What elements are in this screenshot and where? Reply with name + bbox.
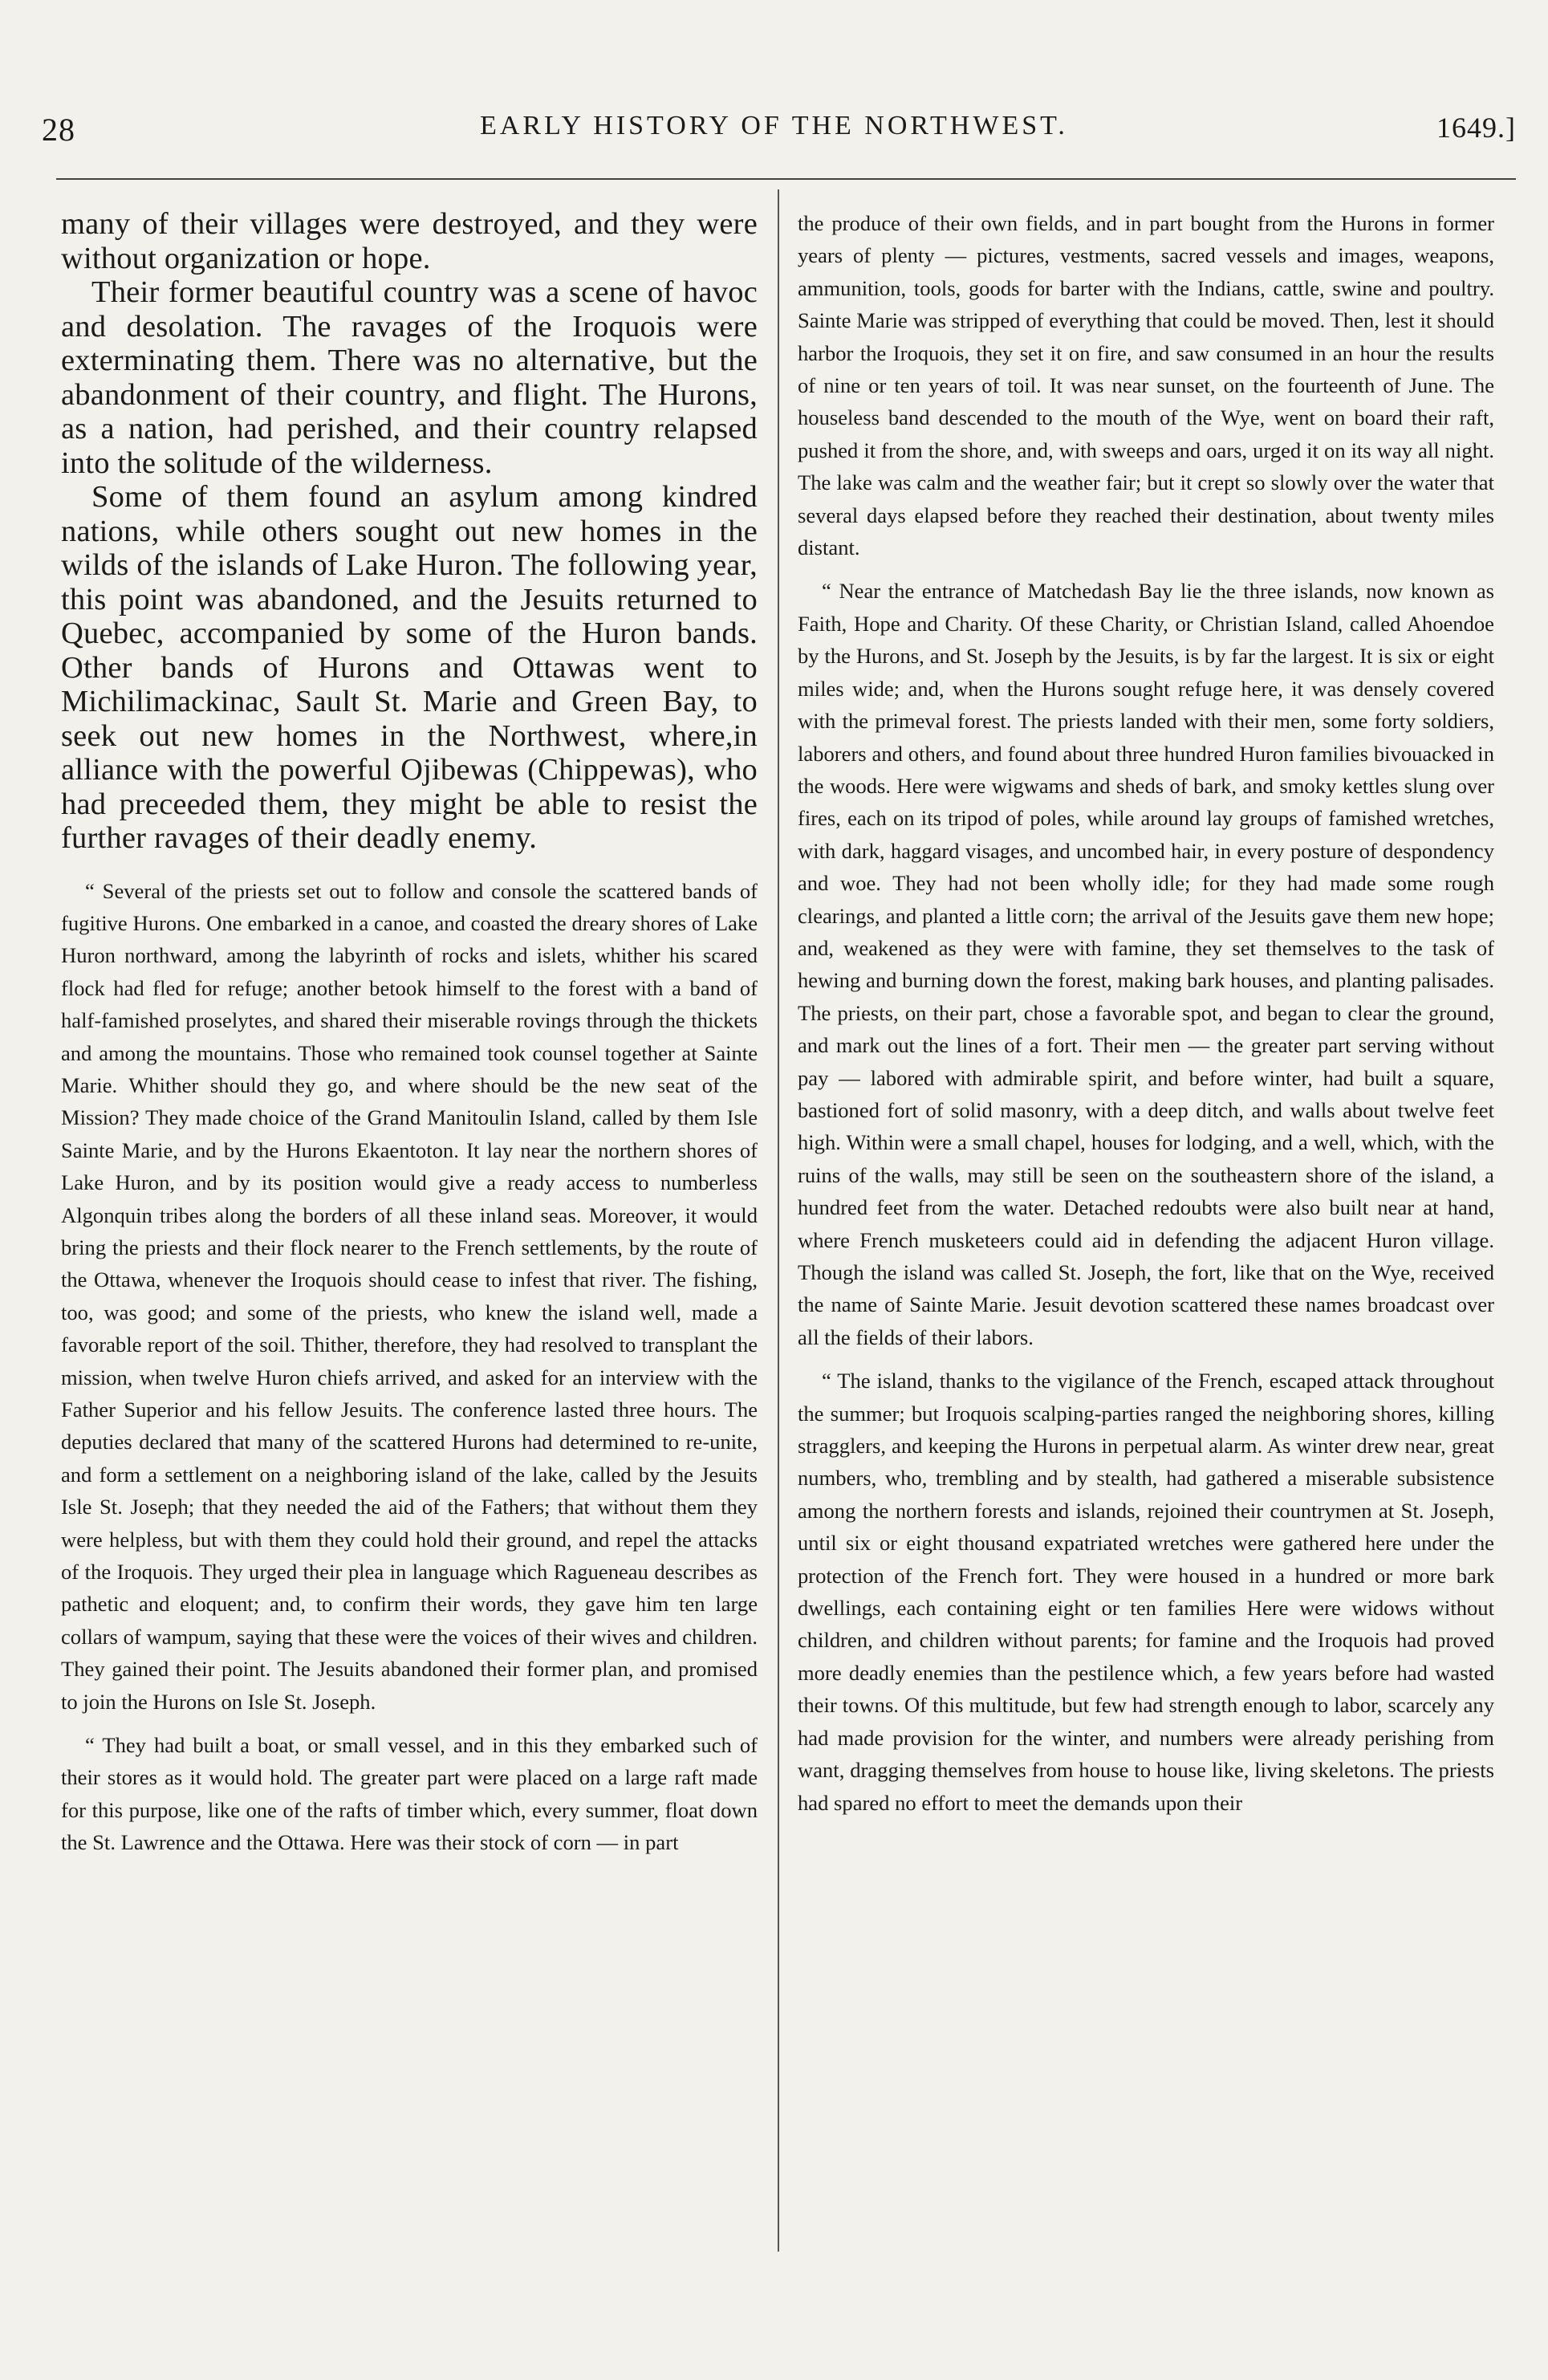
header-rule [56, 178, 1516, 180]
page-number: 28 [42, 112, 75, 148]
paragraph: many of their villages were destroyed, and they were without organization or hope. [61, 207, 758, 275]
paragraph: Some of them found an asylum among kindred nations, while others sought out new homes in the wilds of the islands of Lake Huron. The following year, this point was abandoned, and the Jesuits returned to Quebec, accompanied by some of the Huron bands. Other bands of Hurons and Ottawas went to Michilimackinac, Sault St. Marie and Green Bay, to seek out new homes in the Northwest, where,in alliance with the powerful Ojibewas (Chippewas), who had preceeded them, they might be able to resist the further ravages of their deadly enemy. [61, 480, 758, 855]
paragraph: Their former beautiful country was a scene of havoc and desolation. The ravages of the Iroquois were exterminating them. There was no alternative, but the abandonment of their country, and flight. The Hurons, as a nation, had perished, and their country relapsed into the solitude of the wilderness. [61, 275, 758, 480]
paragraph: the produce of their own fields, and in part bought from the Hurons in former years of plenty — pictures, vestments, sacred vessels and images, weapons, ammunition, tools, goods for barter with the Indians, cattle, swine and poultry. Sainte Marie was stripped of everything that could be moved. Then, lest it should harbor the Iroquois, they set it on fire, and saw consumed in an hour the results of nine or ten years of toil. It was near sunset, on the fourteenth of June. The houseless band descended to the mouth of the Wye, went on board their raft, pushed it from the shore, and, with sweeps and oars, urged it on its way all night. The lake was calm and the weather fair; but it crept so slowly over the water that several days elapsed before they reached their destination, about twenty miles distant. [798, 211, 1494, 560]
header-year: 1649.] [1436, 112, 1516, 144]
quote-paragraph: “ Near the entrance of Matchedash Bay lie the three islands, now known as Faith, Hope and Charity. Of these Charity, or Christian Island, called Ahoendoe by the Hurons, and St. Joseph by the Jesuits, is by far the largest. It is six or eight miles wide; and, when the Hurons sought refuge here, it was densely covered with the primeval forest. The priests landed with their men, some forty soldiers, laborers and others, and found about three hundred Huron families bivouacked in the woods. Here were wigwams and sheds of bark, and smoky kettles slung over fires, each on its tripod of poles, while around lay groups of famished wretches, with dark, haggard visages, and uncombed hair, in every posture of despondency and woe. They had not been wholly idle; for they had made some rough clearings, and planted a little corn; the arrival of the Jesuits gave them new hope; and, weakened as they were with famine, they set themselves to the task of hewing and burning down the forest, making bark houses, and planting palisades. The priests, on their part, chose a favorable spot, and began to clear the ground, and mark out the lines of a fort. Their men — the greater part serving without pay — labored with admirable spirit, and before winter, had built a square, bastioned fort of solid masonry, with a deep ditch, and walls about twelve feet high. Within were a small chapel, houses for lodging, and a well, which, with the ruins of the walls, may still be seen on the southeastern shore of the island, a hundred feet from the water. Detached redoubts were also built near at hand, where French musketeers could aid in defending the adjacent Huron village. Though the island was called St. Joseph, the fort, like that on the Wye, received the name of Sainte Marie. Jesuit devotion scattered these names broadcast over all the fields of their labors. [798, 579, 1494, 1349]
right-column [798, 207, 1494, 1819]
quote-paragraph: “ They had built a boat, or small vessel, and in this they embarked such of their stores as it would hold. The greater part were placed on a large raft made for this purpose, like one of the rafts of timber which, every summer, float down the St. Lawrence and the Ottawa. Here was their stock of corn — in part [61, 1733, 758, 1855]
page-header [0, 111, 1548, 159]
quote-paragraph: “ The island, thanks to the vigilance of the French, escaped attack throughout the summer; but Iroquois scalping-parties ranged the neighboring shores, killing stragglers, and keeping the Hurons in perpetual alarm. As winter drew near, great numbers, who, trembling and by stealth, had gathered a miserable subsistence among the northern forests and islands, rejoined their countrymen at St. Joseph, until six or eight thousand expatriated wretches were gathered here under the protection of the French fort. They were housed in a hundred or more bark dwellings, each containing eight or ten families Here were widows without children, and children without parents; for famine and the Iroquois had proved more deadly enemies than the pestilence which, a few years before had wasted their towns. Of this multitude, but few had strength enough to labor, scarcely any had made provision for the winter, and numbers were already perishing from want, dragging themselves from house to house like, living skeletons. The priests had spared no effort to meet the demands upon their [798, 1369, 1494, 1815]
running-title: EARLY HISTORY OF THE NORTHWEST. [480, 111, 1068, 140]
left-column [61, 207, 758, 1859]
quote-paragraph: “ Several of the priests set out to follow and console the scattered bands of fugitive Hurons. One embarked in a canoe, and coasted the dreary shores of Lake Huron northward, among the labyrinth of rocks and islets, whither his scared flock had fled for refuge; another betook himself to the forest with a band of half-famished proselytes, and shared their miserable rovings through the thickets and among the mountains. Those who remained took counsel together at Sainte Marie. Whither should they go, and where should be the new seat of the Mission? They made choice of the Grand Manitoulin Island, called by them Isle Sainte Marie, and by the Hurons Ekaentoton. It lay near the northern shores of Lake Huron, and by its position would give a ready access to numberless Algonquin tribes along the borders of all these inland seas. Moreover, it would bring the priests and their flock nearer to the French settlements, by the route of the Ottawa, whenever the Iroquois should cease to infest that river. The fishing, too, was good; and some of the priests, who knew the island well, made a favorable report of the soil. Thither, therefore, they had resolved to transplant the mission, when twelve Huron chiefs arrived, and asked for an interview with the Father Superior and his fellow Jesuits. The conference lasted three hours. The deputies declared that many of the scattered Hurons had determined to re-unite, and form a settlement on a neighboring island of the lake, called by the Jesuits Isle St. Joseph; that they needed the aid of the Fathers; that without them they were helpless, but with them they could hold their ground, and repel the attacks of the Iroquois. They urged their plea in language which Ragueneau describes as pathetic and eloquent; and, to confirm their words, they gave him ten large collars of wampum, saying that these were the voices of their wives and children. They gained their point. The Jesuits abandoned their former plan, and promised to join the Hurons on Isle St. Joseph. [61, 878, 758, 1714]
column-divider [778, 189, 779, 2252]
